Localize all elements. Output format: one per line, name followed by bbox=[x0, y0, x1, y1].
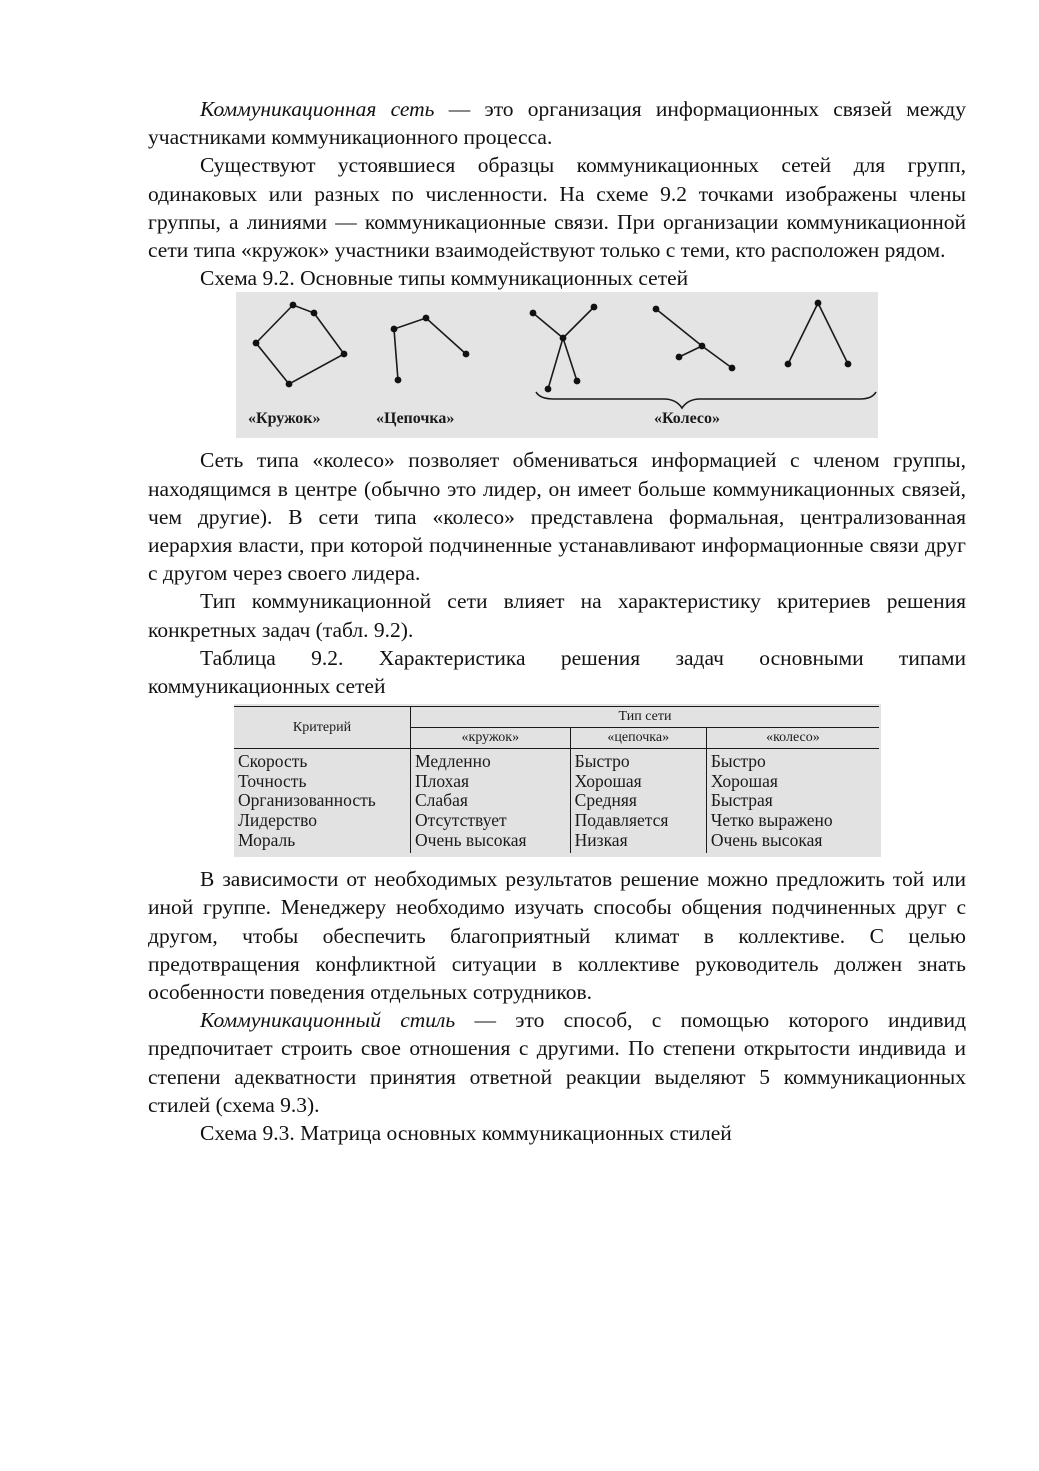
table-network-characteristics bbox=[234, 704, 881, 857]
label-circle-network: «Кружок» bbox=[248, 410, 321, 428]
chain-values-cell: Быстро Хорошая Средняя Подавляется Низкая bbox=[570, 749, 706, 853]
node-dot bbox=[391, 326, 398, 333]
definition-style-text: — это способ, с помощью которого индивид предпочитает строить свое отношения с другими. По степени открытости индивида и степени адекватности принятия ответной реакции выделяют 5 коммуникационных стилей (схема 9.3). bbox=[148, 1008, 967, 1117]
paragraph-definition-style bbox=[148, 1006, 966, 1119]
figure-network-types bbox=[236, 292, 878, 438]
node-dot bbox=[591, 304, 598, 311]
node-dot bbox=[311, 310, 318, 317]
node-dot bbox=[463, 351, 470, 358]
header-network-type: Тип сети bbox=[411, 707, 880, 728]
node-dot bbox=[653, 306, 660, 313]
wheel-y-edge bbox=[702, 346, 732, 368]
label-chain-network: «Цепочка» bbox=[376, 410, 455, 428]
criteria-cell: Скорость Точность Организованность Лидерство Мораль bbox=[234, 749, 411, 853]
wheel-group-brace bbox=[536, 392, 876, 408]
caption-scheme-9-2: Схема 9.2. Основные типы коммуникационных сетей bbox=[200, 266, 689, 291]
wheel-y-edge bbox=[679, 346, 702, 357]
wheel-star-edge bbox=[533, 313, 563, 338]
paragraph-wheel-network: Сеть типа «колесо» позволяет обмениваться информацией с членом группы, находящимся в центре (обычно это лидер, он имеет больше коммуникационных связей, чем другие). В сети типа «колесо» представлена формальная, централизованная иерархия власти, при которой подчиненные устанавливают информационные связи друг с другом через своего лидера. bbox=[148, 448, 966, 586]
node-dot bbox=[676, 354, 683, 361]
node-dot bbox=[286, 381, 293, 388]
chain-network-edges bbox=[394, 318, 466, 380]
node-dot bbox=[341, 351, 348, 358]
wheel-y-edge bbox=[656, 309, 702, 346]
header-wheel: «колесо» bbox=[706, 728, 879, 749]
wheel-star-edge bbox=[563, 338, 577, 381]
wheel-star-edge bbox=[548, 338, 563, 389]
node-dot bbox=[290, 302, 297, 309]
wheel-star-edge bbox=[563, 307, 594, 338]
circle-values-cell: Медленно Плохая Слабая Отсутствует Очень высокая bbox=[411, 749, 571, 853]
node-dot bbox=[574, 378, 581, 385]
node-dot bbox=[785, 361, 792, 368]
node-dot bbox=[423, 315, 430, 322]
table-row bbox=[234, 749, 879, 853]
network-diagrams bbox=[236, 292, 878, 438]
paragraph-network-influence: Тип коммуникационной сети влияет на характеристику критериев решения конкретных задач (табл. 9.2). bbox=[148, 589, 966, 642]
node-dot bbox=[530, 310, 537, 317]
header-criterion: Критерий bbox=[234, 707, 411, 749]
node-dot bbox=[545, 386, 552, 393]
node-dot bbox=[729, 365, 736, 372]
header-circle: «кружок» bbox=[411, 728, 571, 749]
paragraph-network-patterns: Существуют устоявшиеся образцы коммуникационных сетей для групп, одинаковых или разных по численности. На схеме 9.2 точками изображены члены группы, а линиями — коммуникационные связи. При организации коммуникационной сети типа «кружок» участники взаимодействуют только с теми, кто расположен рядом. bbox=[148, 153, 966, 263]
caption-table-9-2: Таблица 9.2. Характеристика решения задач основными типами коммуникационных сетей bbox=[148, 645, 966, 699]
caption-scheme-9-3: Схема 9.3. Матрица основных коммуникационных стилей bbox=[200, 1121, 732, 1146]
wheel-values-cell: Быстро Хорошая Быстрая Четко выражено Очень высокая bbox=[710, 751, 833, 850]
term-communication-network: Коммуникационная сеть bbox=[200, 97, 435, 121]
node-dot bbox=[699, 343, 706, 350]
circle-network-edges bbox=[256, 305, 344, 384]
term-communication-style: Коммуникационный стиль bbox=[200, 1008, 456, 1033]
wheel-triangle-edge bbox=[788, 303, 818, 364]
header-chain: «цепочка» bbox=[570, 728, 706, 749]
characteristics-table bbox=[234, 706, 879, 853]
node-dot bbox=[395, 377, 402, 384]
node-dot bbox=[845, 361, 852, 368]
document-page bbox=[148, 95, 966, 1147]
paragraph-definition-network bbox=[148, 95, 966, 151]
paragraph-manager-advice: В зависимости от необходимых результатов решение можно предложить той или иной группе. Менеджеру необходимо изучать способы общения подчиненных друг с другом, чтобы обеспечить благоприятный климат в коллективе. С целью предотвращения конфликтной ситуации в коллективе руководитель должен знать особенности поведения отдельных сотрудников. bbox=[148, 867, 966, 1005]
label-wheel-network: «Колесо» bbox=[654, 410, 720, 428]
definition-network-text: — это организация информационных связей между участниками коммуникационного процесса. bbox=[148, 97, 966, 150]
node-dot bbox=[253, 340, 260, 347]
node-dot bbox=[560, 335, 567, 342]
node-dot bbox=[815, 300, 822, 307]
wheel-triangle-edge bbox=[818, 303, 848, 364]
